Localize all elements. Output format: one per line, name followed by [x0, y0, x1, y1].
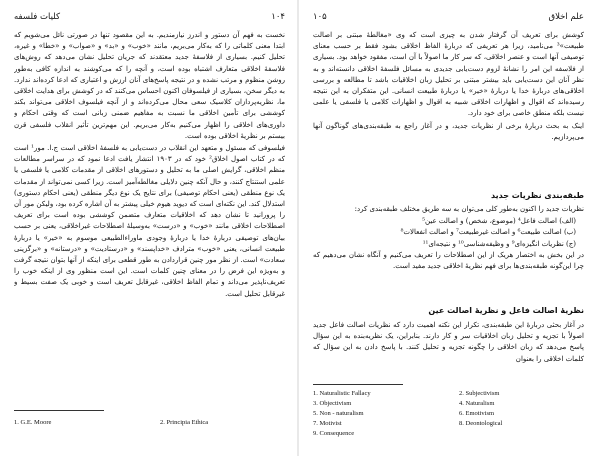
- section1-body: [313, 204, 584, 300]
- right-footnote-1: 1. Naturalistic Fallacy: [313, 390, 371, 397]
- left-paragraph-2: فیلسوفی که مسئول و متعهد این انقلاب در دست‌یابی به فلسفهٔ اخلاقی است ج.ا. مور¹ است که در کتاب اصول اخلاق² خود که در ۱۹۰۳ انتشار یافت ادعا نمود که در سراسر مطالعات منظم اخلاقی، گرایش اصلی ما به تحلیل و دستورهای اخلاقی از مقدمات کلامی یا فلسفی یا علمی استنتاج کنند، و حال آنکه چنین دلایلی مغالطه‌آمیز است. زیرا کسی نمی‌تواند از مقدمات یک نوع منطقی (یعنی احکام توصیفی) برای نتایج یک نوع دیگر منطقی (یعنی احکام دستوری) استدلال کند. این نکته‌ای است که دیوید هیوم خیلی پیشتر به آن اشاره کرده بود، ولیکن مور آن را پرورانید تا نشان دهد که اخلاقیات متعارف متضمن کوششی بوده است برای تعریف اصطلاحات اخلاقی مانند «خوب» و «درست» به‌وسیلهٔ اصطلاحات غیراخلاقی، یعنی بر حسب بیان‌های توصیفی دربارهٔ خدا یا دربارهٔ وجودی ماوراءالطبیعی موسوم به «خیر» یا دربارهٔ طبیعت انسانی، یعنی «خوب» مترادف «خداپسند» و «درستادیت» و «درستانه» و «برگزینی سعادت» است. از نظر مور چنین قراردادن به طور قطعی برای اینکه از آنها بتوان نتیجه گرفت و به‌ویژه این فرض را در معنای چنین کلمات است. این است منظور وی از اینکه خوب را تعریف‌ناپذیر می‌داند و تمام الفاظ اخلاقی، غیرقابل تعریف است و خوبی یک صفت بسیط و غیرقابل تحلیل است.: [14, 144, 285, 298]
- classification-item-a: (الف) اصالت فاعل⁴ (موضوع، شخص) و اصالت عین⁵: [422, 217, 576, 226]
- right-page-number: ۱۰۵: [313, 12, 327, 22]
- right-intro-block: [313, 30, 584, 184]
- right-intro-paragraph-2: اینک به بحث دربارهٔ برخی از نظریات جدید، و در آغاز راجع به طبقه‌بندی‌های گوناگون آنها می‌پردازیم.: [313, 121, 584, 141]
- section2-paragraph: در آغاز بحثی دربارهٔ این طبقه‌بندی، تکرار این نکته اهمیت دارد که نظریات اصالت فاعل جدید اصولاً با تجزیه و تحلیل زبان اخلاقیات سر و کار دارند. بنابراین، یک نظریه‌بنده به این سؤال پاسخ می‌دهد که زبان اخلاقی را چگونه تجزیه و تحلیل کنند. با پاسخ دادن به این سؤال که کلمات اخلاقی را بعنوان: [313, 321, 584, 363]
- right-page-header: [313, 10, 584, 24]
- right-footnote-3: 3. Objectivism: [313, 400, 352, 407]
- right-page: [299, 0, 598, 456]
- left-page-number: ۱۰۴: [271, 12, 285, 22]
- left-page-title: کلیات فلسفه: [14, 12, 61, 22]
- classification-item-b: (ب) اصالت طبیعت⁶ و اصالت غیرطبیعت⁷ و اصالت انفعالات⁸: [400, 228, 576, 237]
- classification-item-c: (ج) نظریات انگیزه‌ای⁹ و وظیفه‌شناسی¹⁰ و نتیجه‌ای¹¹: [422, 239, 576, 248]
- right-page-title: علم اخلاق: [548, 12, 584, 22]
- right-footnote-6: 6. Emotivism: [459, 410, 495, 417]
- left-footnote-1: 1. G.E. Moore: [14, 419, 52, 426]
- right-footnote-8: 8. Deontological: [459, 420, 503, 427]
- left-page-header: [14, 10, 285, 24]
- section-heading-classification: طبقه‌بندی نظریات جدید: [490, 191, 584, 200]
- section-heading-subjectivism: نظریهٔ اصالت فاعل و نظریهٔ اصالت عین: [428, 306, 584, 315]
- right-footnote-5: 5. Non - naturalism: [313, 410, 364, 417]
- left-footnote-2: 2. Principia Ethica: [160, 419, 209, 426]
- right-footnote-9: 9. Consequence: [313, 430, 355, 437]
- section1-note: در این بخش به اختصار هریک از این اصطلاحات را تعریف می‌کنیم و آنگاه نشان می‌دهیم که چرا این‌گونه طبقه‌بندی‌ها برای فهم نظریهٔ اخلاقی جدید مفید است.: [313, 250, 584, 271]
- section1-intro: نظریات جدید را اکنون به‌طور کلی می‌توان به سه طریق مختلف طبقه‌بندی کرد:: [354, 205, 584, 213]
- right-footnote-2: 2. Subjectivism: [459, 390, 500, 397]
- section2-body: [313, 320, 584, 378]
- right-footnote-rule: [313, 384, 403, 385]
- right-footnote-4: 4. Naturalism: [459, 400, 495, 407]
- right-intro-paragraph: کوشش برای تعریف آن گرفتار شدن به چیزی است که وی «مغالطهٔ مبتنی بر اصالت طبیعت»³ می‌نامید، زیرا هر تعریفی که دربارهٔ الفاظ اخلاقی بشود فقط بر حسب معنای توصیفی آنها است و عنصر اخلاقی، که سر کار ما اصولاً با آن است، مفقود خواهد بود. بسیاری از فلاسفه این امر را نشانهٔ لزوم دست‌یابی جدیدی به مسائل فلسفهٔ اخلاقی دانسته‌اند و به نظر آنان این دست‌یابی باید بیشتر مبتنی بر تحلیل زبان اخلاقیات باشد تا مطالعه و بررسی اخلاقی‌های دربارهٔ خدا یا دربارهٔ «خیر» یا دربارهٔ طبیعت انسانی. این متفکران به این نتیجه رسیده‌اند که اقوال و اظهارات اخلاقی شبیه به اقوال و اظهارات کلامی یا فلسفی یا علمی نیست بلکه منطق خاصی برای خود دارد.: [313, 31, 584, 118]
- right-footnote-7: 7. Motivist: [313, 420, 342, 427]
- left-footnote-rule: [14, 410, 104, 411]
- left-paragraph-1: نخست به فهم آن دستور و اندرز نیازمندیم. به این مقصود تنها در صورتی نائل می‌شویم که ابتدا معنی کلماتی را که به‌کار می‌بریم، مانند «خوب» و «بد» و «صواب» و «خطا» و غیره، تحلیل کنیم. بسیاری از فلاسفهٔ جدید معتقدند که جریان تحلیل نشان می‌دهد که روش‌های فلاسفهٔ اخلاقی متعارف اشتباه بوده است، و آنچه را که می‌کوشند به اندازه کافی به‌طور روشن منظوم و مرتب نشده و در نتیجه پاسخ‌های آنان ارزش و اعتباری که ادعا کرده‌اند ندارد. به دیگر سخن، بسیاری از فیلسوفان اکنون احساس می‌کنند که در کوشش برای هدایت اخلاقی ما، نظریه‌پردازان کلاسیک سعی محال می‌کرده‌اند و از آنچه فیلسوف اخلاقی می‌تواند بکند کوششی برای تأمین اخلاقی ما نسبت به مفاهیم ضمنی زبانی است که وقتی احکام و داوری‌های اخلاقی را اظهار می‌کنیم به‌کار می‌بریم. این مهم‌ترین تأثیر انقلاب فلسفی قرن بیستم بر نظریهٔ اخلاقی بوده است.: [14, 31, 285, 140]
- classification-list: [313, 216, 584, 250]
- left-page-body: [14, 30, 285, 402]
